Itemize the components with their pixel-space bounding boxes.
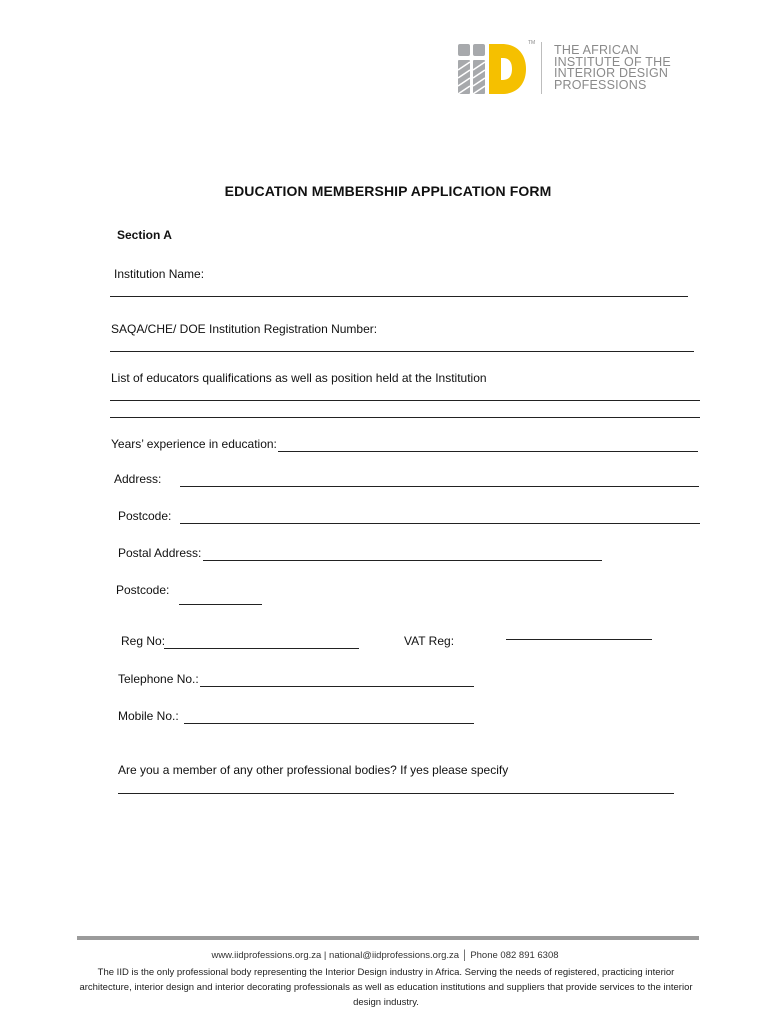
reg-no-label: Reg No: bbox=[121, 634, 166, 648]
logo-line-2: INSTITUTE OF THE bbox=[554, 54, 671, 69]
logo-line-4: PROFESSIONS bbox=[554, 77, 647, 92]
logo-divider bbox=[541, 42, 542, 94]
postcode-label: Postcode: bbox=[118, 509, 172, 523]
footer-website-link[interactable]: www.iidprofessions.org.za bbox=[211, 950, 322, 961]
reg-no-field[interactable] bbox=[164, 634, 359, 649]
mobile-field[interactable] bbox=[184, 709, 474, 724]
address-label: Address: bbox=[114, 472, 162, 486]
section-heading: Section A bbox=[117, 228, 172, 242]
iid-logo-mark bbox=[456, 40, 530, 98]
footer-description: The IID is the only professional body representing the Interior Design industry in Africa. Serving the needs of registered, practicing interior architecture, interior design and interior decorating professionals as well as education institutions and suppliers that provide services to the interior design industry. bbox=[79, 967, 693, 1008]
postal-address-label: Postal Address: bbox=[118, 546, 202, 560]
educators-qualifications-field-line-1[interactable] bbox=[110, 386, 700, 401]
form-title: EDUCATION MEMBERSHIP APPLICATION FORM bbox=[224, 183, 552, 199]
iid-logo bbox=[456, 40, 530, 98]
registration-number-label: SAQA/CHE/ DOE Institution Registration Number: bbox=[111, 322, 378, 336]
footer-contact bbox=[0, 950, 770, 961]
postal-postcode-field[interactable] bbox=[179, 590, 262, 605]
telephone-field[interactable] bbox=[200, 672, 474, 687]
institution-name-label: Institution Name: bbox=[114, 267, 205, 281]
vat-reg-field[interactable] bbox=[506, 625, 652, 640]
logo-line-1: THE AFRICAN bbox=[554, 43, 639, 57]
mobile-label: Mobile No.: bbox=[118, 709, 179, 723]
telephone-label: Telephone No.: bbox=[118, 672, 199, 686]
vat-reg-label: VAT Reg: bbox=[404, 634, 455, 648]
institution-name-field[interactable] bbox=[110, 282, 688, 297]
footer-phone: Phone 082 891 6308 bbox=[470, 950, 559, 961]
logo-text bbox=[554, 45, 671, 91]
postal-postcode-label: Postcode: bbox=[116, 583, 170, 597]
other-bodies-field[interactable] bbox=[118, 779, 674, 794]
years-experience-field[interactable] bbox=[278, 437, 698, 452]
trademark-label: TM bbox=[528, 40, 536, 46]
logo-line-3: INTERIOR DESIGN bbox=[554, 66, 669, 80]
other-bodies-label: Are you a member of any other professional bodies? If yes please specify bbox=[118, 763, 509, 777]
address-field[interactable] bbox=[180, 472, 699, 487]
postcode-field[interactable] bbox=[180, 509, 700, 524]
postal-address-field[interactable] bbox=[203, 546, 602, 561]
footer-separator: | bbox=[323, 950, 330, 961]
educators-qualifications-field-line-2[interactable] bbox=[110, 403, 700, 418]
years-experience-label: Years’ experience in education: bbox=[111, 437, 277, 451]
footer-rule bbox=[77, 936, 699, 940]
registration-number-field[interactable] bbox=[110, 337, 694, 352]
educators-qualifications-label: List of educators qualifications as well as position held at the Institution bbox=[111, 371, 487, 385]
footer-separator: │ bbox=[461, 950, 471, 961]
footer-email-link[interactable]: national@iidprofessions.org.za bbox=[329, 950, 460, 961]
